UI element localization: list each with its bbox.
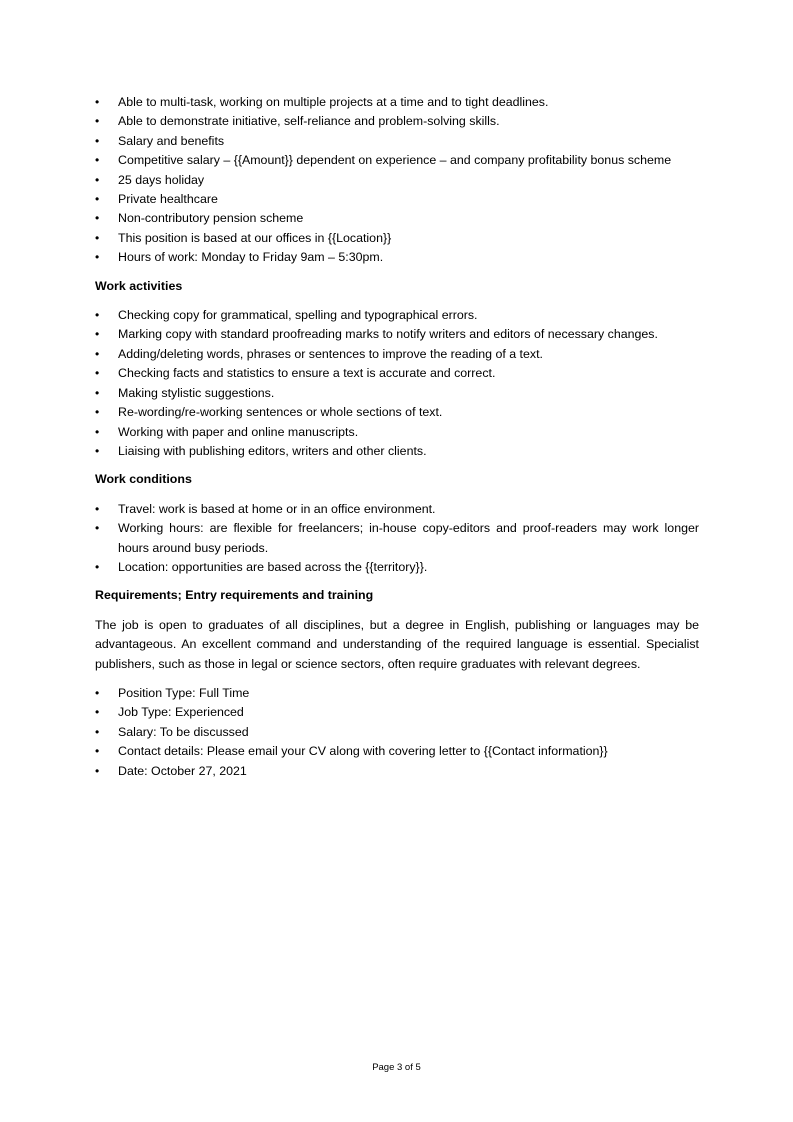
page-content xyxy=(95,93,699,781)
bullet-icon: • xyxy=(95,424,100,439)
work-conditions-list xyxy=(95,500,699,578)
list-item-text: Working with paper and online manuscripts. xyxy=(118,424,359,439)
list-item-text: Working hours: are flexible for freelancers; in-house copy-editors and proof-readers may work longer hours around busy periods. xyxy=(118,521,699,555)
list-item-text: Position Type: Full Time xyxy=(118,685,250,700)
position-details-list xyxy=(95,684,699,781)
list-item-text: Able to demonstrate initiative, self-reliance and problem-solving skills. xyxy=(118,114,500,129)
list-item-text: Able to multi-task, working on multiple projects at a time and to tight deadlines. xyxy=(118,95,549,109)
bullet-icon: • xyxy=(95,153,100,168)
bullet-icon: • xyxy=(95,230,100,245)
bullet-icon: • xyxy=(95,443,100,458)
list-item xyxy=(95,762,699,781)
list-item xyxy=(95,151,699,170)
list-item xyxy=(95,248,699,267)
benefits-list xyxy=(95,93,699,268)
list-item-text: This position is based at our offices in {{Location}} xyxy=(118,230,392,245)
list-item xyxy=(95,345,699,364)
bullet-icon: • xyxy=(95,744,100,759)
bullet-icon: • xyxy=(95,366,100,381)
list-item xyxy=(95,171,699,190)
list-item-text: Hours of work: Monday to Friday 9am – 5:30pm. xyxy=(118,250,384,265)
list-item-text: Private healthcare xyxy=(118,192,218,207)
bullet-icon: • xyxy=(95,250,100,265)
bullet-icon: • xyxy=(95,405,100,420)
list-item xyxy=(95,364,699,383)
list-item xyxy=(95,684,699,703)
list-item-text: Checking facts and statistics to ensure a text is accurate and correct. xyxy=(118,366,496,381)
bullet-icon: • xyxy=(95,211,100,226)
list-item xyxy=(95,558,699,577)
bullet-icon: • xyxy=(95,346,100,361)
page-number: Page 3 of 5 xyxy=(372,1062,421,1073)
list-item-text: Liaising with publishing editors, writers and other clients. xyxy=(118,443,427,458)
bullet-icon: • xyxy=(95,327,100,342)
bullet-icon: • xyxy=(95,724,100,739)
list-item-text: Date: October 27, 2021 xyxy=(118,763,247,778)
bullet-icon: • xyxy=(95,95,100,109)
list-item xyxy=(95,423,699,442)
bullet-icon: • xyxy=(95,192,100,207)
list-item-text: Marking copy with standard proofreading marks to notify writers and editors of necessary changes. xyxy=(118,327,658,342)
list-item-text: Location: opportunities are based across the {{territory}}. xyxy=(118,559,428,574)
list-item xyxy=(95,703,699,722)
list-item-text: Re-wording/re-working sentences or whole sections of text. xyxy=(118,405,443,420)
bullet-icon: • xyxy=(95,521,100,536)
list-item xyxy=(95,500,699,519)
bullet-icon: • xyxy=(95,172,100,187)
list-item xyxy=(95,209,699,228)
list-item xyxy=(95,229,699,248)
list-item xyxy=(95,723,699,742)
list-item-text: Travel: work is based at home or in an office environment. xyxy=(118,501,436,516)
list-item-text: 25 days holiday xyxy=(118,172,205,187)
list-item-text: Job Type: Experienced xyxy=(118,705,244,720)
list-item-text: Salary and benefits xyxy=(118,133,225,148)
list-item-text: Making stylistic suggestions. xyxy=(118,385,275,400)
list-item xyxy=(95,112,699,131)
list-item-text: Salary: To be discussed xyxy=(118,724,249,739)
bullet-icon: • xyxy=(95,133,100,148)
list-item-text: Checking copy for grammatical, spelling and typographical errors. xyxy=(118,308,478,323)
bullet-icon: • xyxy=(95,308,100,323)
list-item-text: Adding/deleting words, phrases or sentences to improve the reading of a text. xyxy=(118,346,543,361)
bullet-icon: • xyxy=(95,763,100,778)
list-item xyxy=(95,132,699,151)
bullet-icon: • xyxy=(95,385,100,400)
bullet-icon: • xyxy=(95,705,100,720)
list-item xyxy=(95,190,699,209)
requirements-paragraph: The job is open to graduates of all disciplines, but a degree in English, publishing or languages may be advantageous. An excellent command and understanding of the required language is essential. Specialist publishers, such as those in legal or science sectors, often require graduates with relevant degrees. xyxy=(95,617,699,671)
bullet-icon: • xyxy=(95,501,100,516)
list-item xyxy=(95,93,699,112)
list-item xyxy=(95,519,699,558)
list-item-text: Competitive salary – {{Amount}} dependent on experience – and company profitability bonus scheme xyxy=(118,153,672,168)
list-item xyxy=(95,306,699,325)
bullet-icon: • xyxy=(95,685,100,700)
work-activities-list xyxy=(95,306,699,461)
list-item xyxy=(95,384,699,403)
list-item xyxy=(95,325,699,344)
bullet-icon: • xyxy=(95,114,100,129)
list-item xyxy=(95,742,699,761)
bullet-icon: • xyxy=(95,559,100,574)
list-item-text: Contact details: Please email your CV along with covering letter to {{Contact information}} xyxy=(118,744,608,759)
list-item xyxy=(95,442,699,461)
list-item-text: Non-contributory pension scheme xyxy=(118,211,304,226)
section-heading-work-activities: Work activities xyxy=(95,278,183,293)
section-heading-work-conditions: Work conditions xyxy=(95,472,192,487)
section-heading-requirements: Requirements; Entry requirements and training xyxy=(95,588,374,603)
list-item xyxy=(95,403,699,422)
